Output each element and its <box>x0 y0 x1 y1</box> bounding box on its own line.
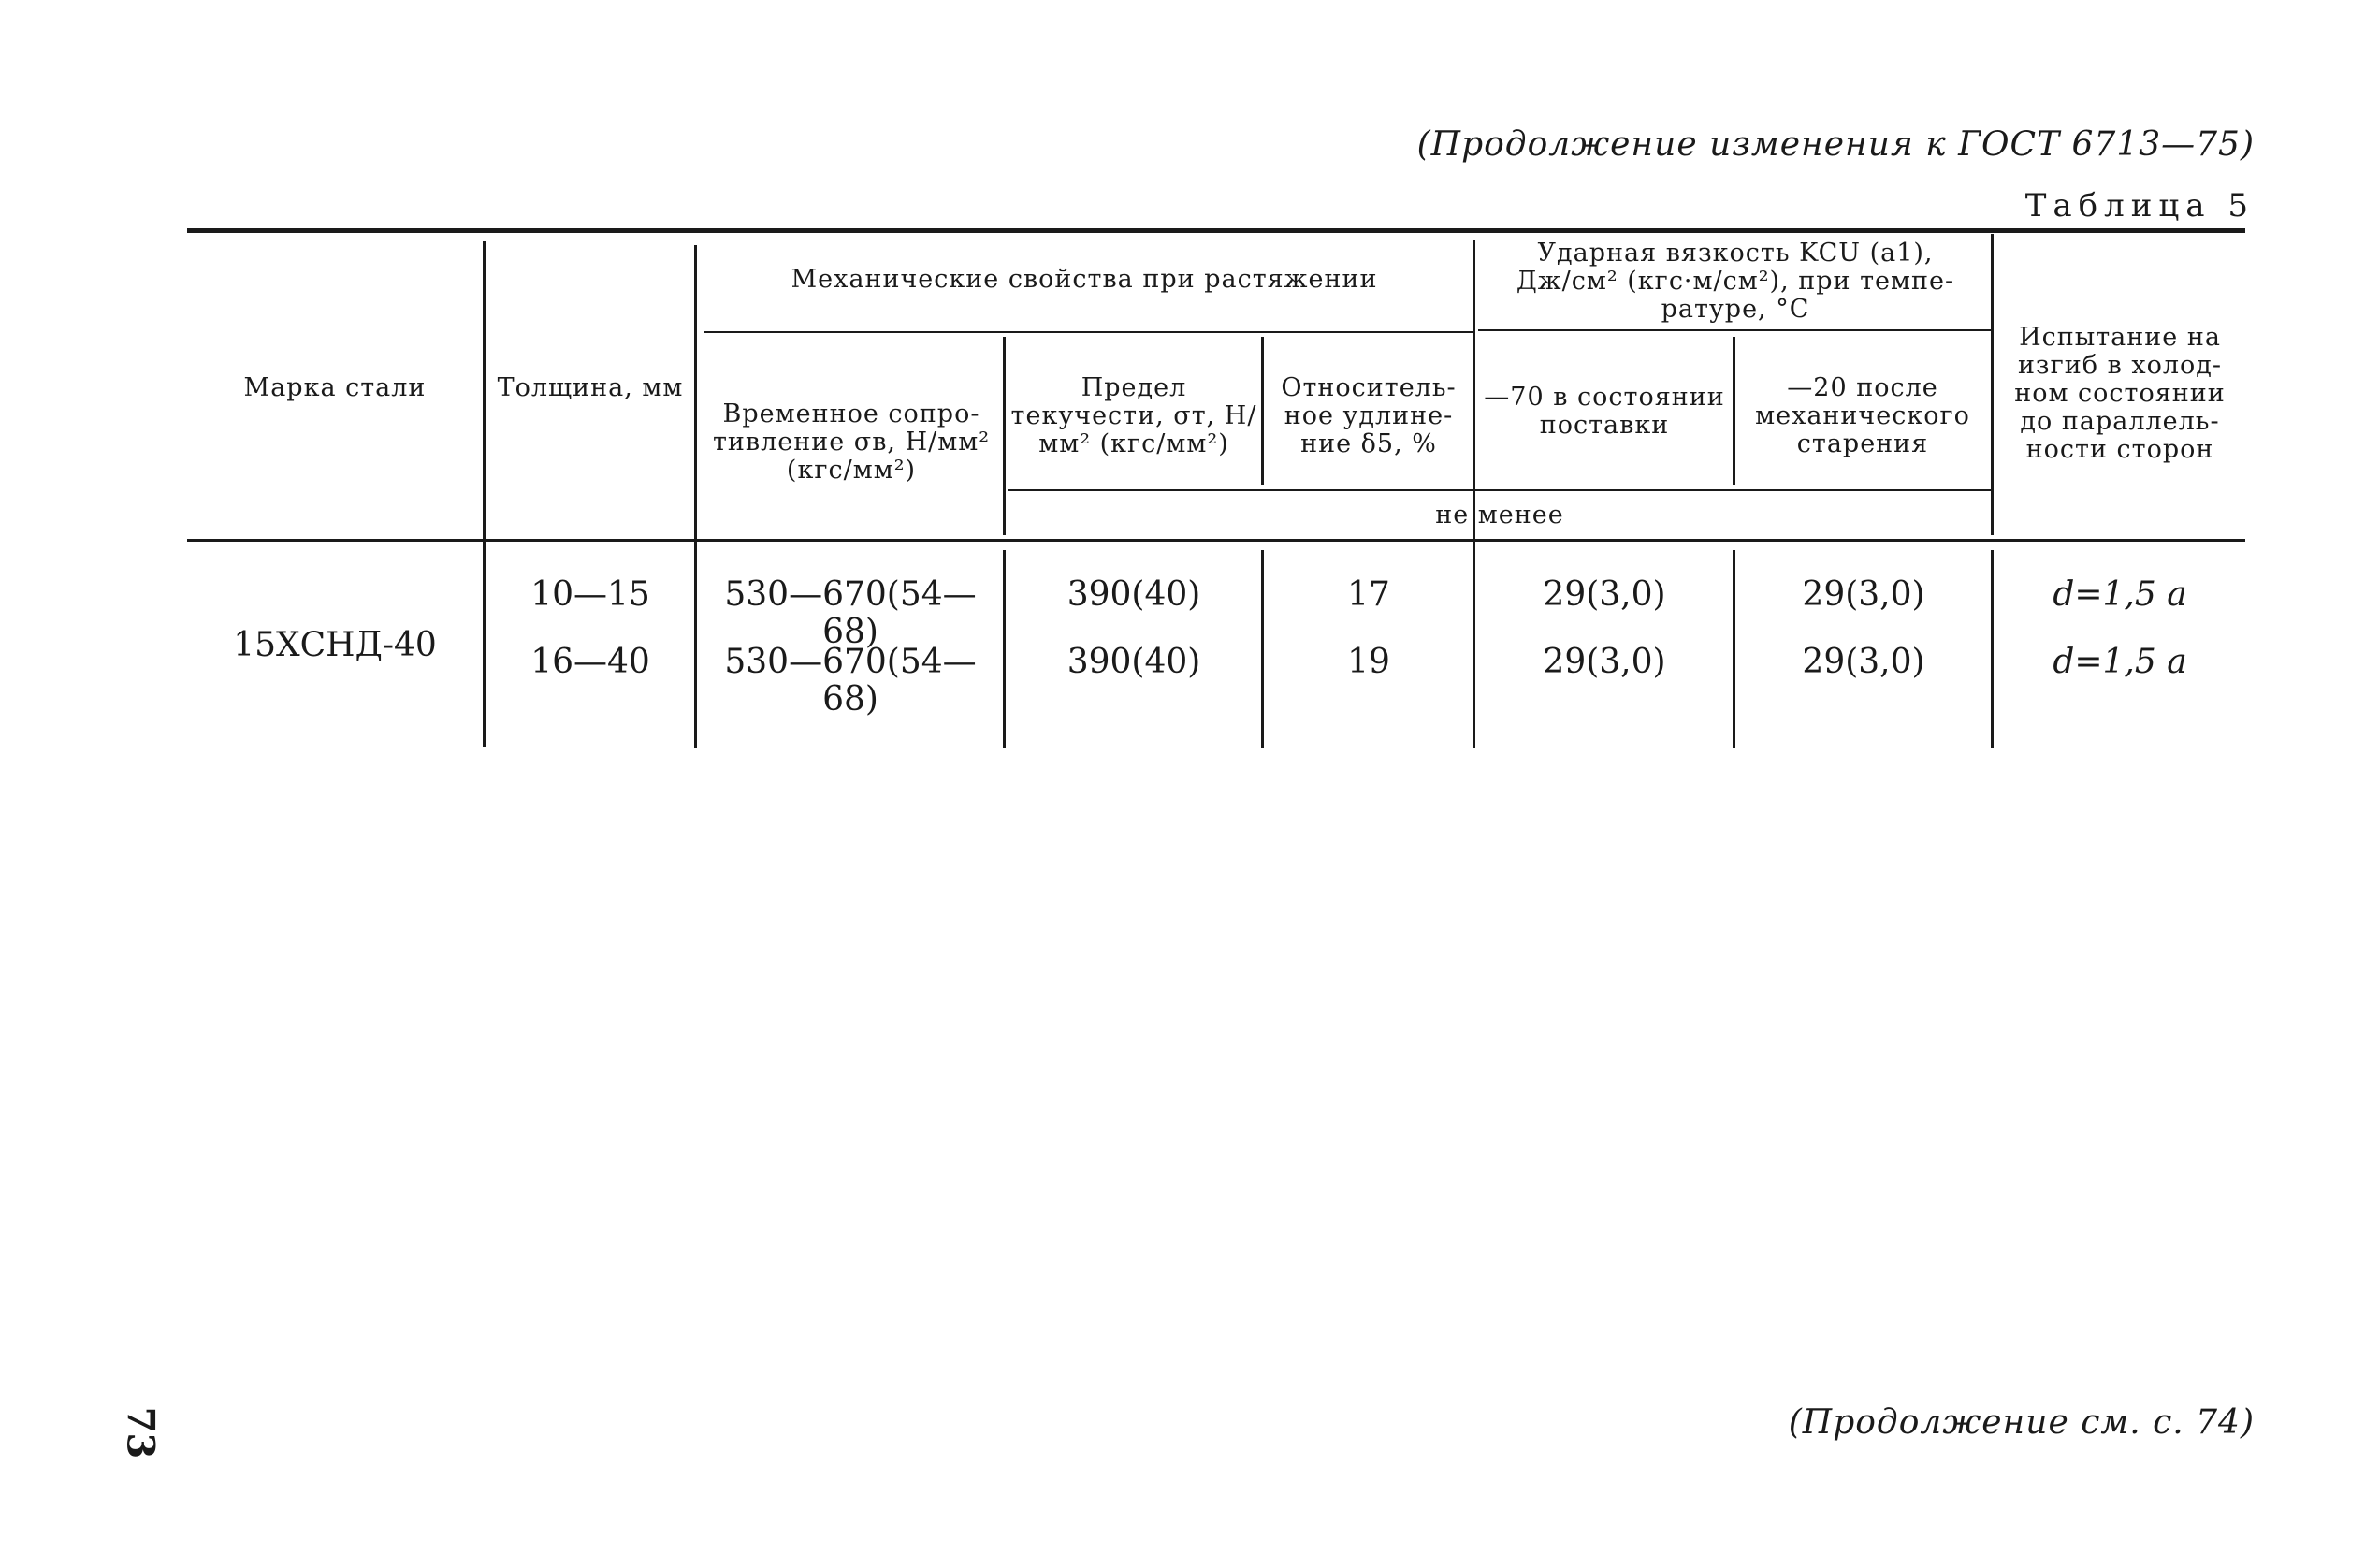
cell-impact20-r1: 29(3,0) <box>1802 575 1925 614</box>
header-yield: Предел текучести, σт, Н/мм² (кгс/мм²) <box>1010 373 1257 458</box>
not-less-divider <box>1008 489 1993 491</box>
continuation-header: (Продолжение изменения к ГОСТ 6713—75) <box>1416 125 2255 164</box>
group-divider-mech <box>704 331 1473 333</box>
table-top-rule <box>187 228 2245 233</box>
continuation-footer: (Продолжение см. с. 74) <box>1788 1403 2255 1442</box>
col-divider-3b <box>1003 550 1006 748</box>
header-grade: Марка стали <box>243 373 427 402</box>
cell-elong-r2: 19 <box>1347 643 1390 681</box>
cell-impact20-r2: 29(3,0) <box>1802 643 1925 681</box>
header-impact-20: —20 после механического старения <box>1755 373 1970 458</box>
header-elongation: Относитель-ное удлине-ние δ5, % <box>1281 373 1457 458</box>
header-thickness: Толщина, мм <box>497 373 684 402</box>
table-caption: Таблица 5 <box>2024 187 2255 225</box>
header-not-less: не менее <box>1435 501 1564 530</box>
header-tensile: Временное сопро-тивление σв, Н/мм² (кгс/мм²) <box>712 399 991 485</box>
col-divider-7 <box>1991 234 1994 535</box>
cell-impact70-r2: 29(3,0) <box>1543 643 1666 681</box>
cell-yield-r2: 390(40) <box>1066 643 1201 681</box>
header-bend: Испытание на изгиб в холод-ном состоянии до параллель-ности сторон <box>2014 323 2226 464</box>
cell-bend-r2: d=1,5 a <box>2053 643 2187 681</box>
col-divider-6 <box>1733 337 1735 485</box>
header-mech-group: Механические свойства при растяжении <box>791 265 1378 294</box>
col-divider-5 <box>1473 240 1475 748</box>
col-divider-4b <box>1261 550 1264 748</box>
page-number: 73 <box>118 1406 163 1459</box>
header-bottom-rule <box>187 539 2245 542</box>
cell-elong-r1: 17 <box>1347 575 1390 614</box>
cell-yield-r1: 390(40) <box>1066 575 1201 614</box>
cell-tensile-r1: 530—670(54—68) <box>724 575 977 651</box>
cell-grade: 15ХСНД-40 <box>233 626 437 664</box>
col-divider-6b <box>1733 550 1735 748</box>
col-divider-3 <box>1003 337 1006 535</box>
cell-impact70-r1: 29(3,0) <box>1543 575 1666 614</box>
header-impact-70: —70 в состоянии поставки <box>1484 383 1725 440</box>
col-divider-2 <box>694 245 697 748</box>
header-impact-group: Ударная вязкость KCU (a1), Дж/см² (кгс·м/см²), при темпе-ратуре, °C <box>1516 239 1955 324</box>
col-divider-1 <box>483 241 486 747</box>
cell-thickness-r1: 10—15 <box>530 575 650 614</box>
cell-thickness-r2: 16—40 <box>530 643 650 681</box>
cell-bend-r1: d=1,5 a <box>2053 575 2187 614</box>
cell-tensile-r2: 530—670(54—68) <box>724 643 977 719</box>
group-divider-impact <box>1478 329 1993 331</box>
col-divider-4 <box>1261 337 1264 485</box>
col-divider-7b <box>1991 550 1994 748</box>
